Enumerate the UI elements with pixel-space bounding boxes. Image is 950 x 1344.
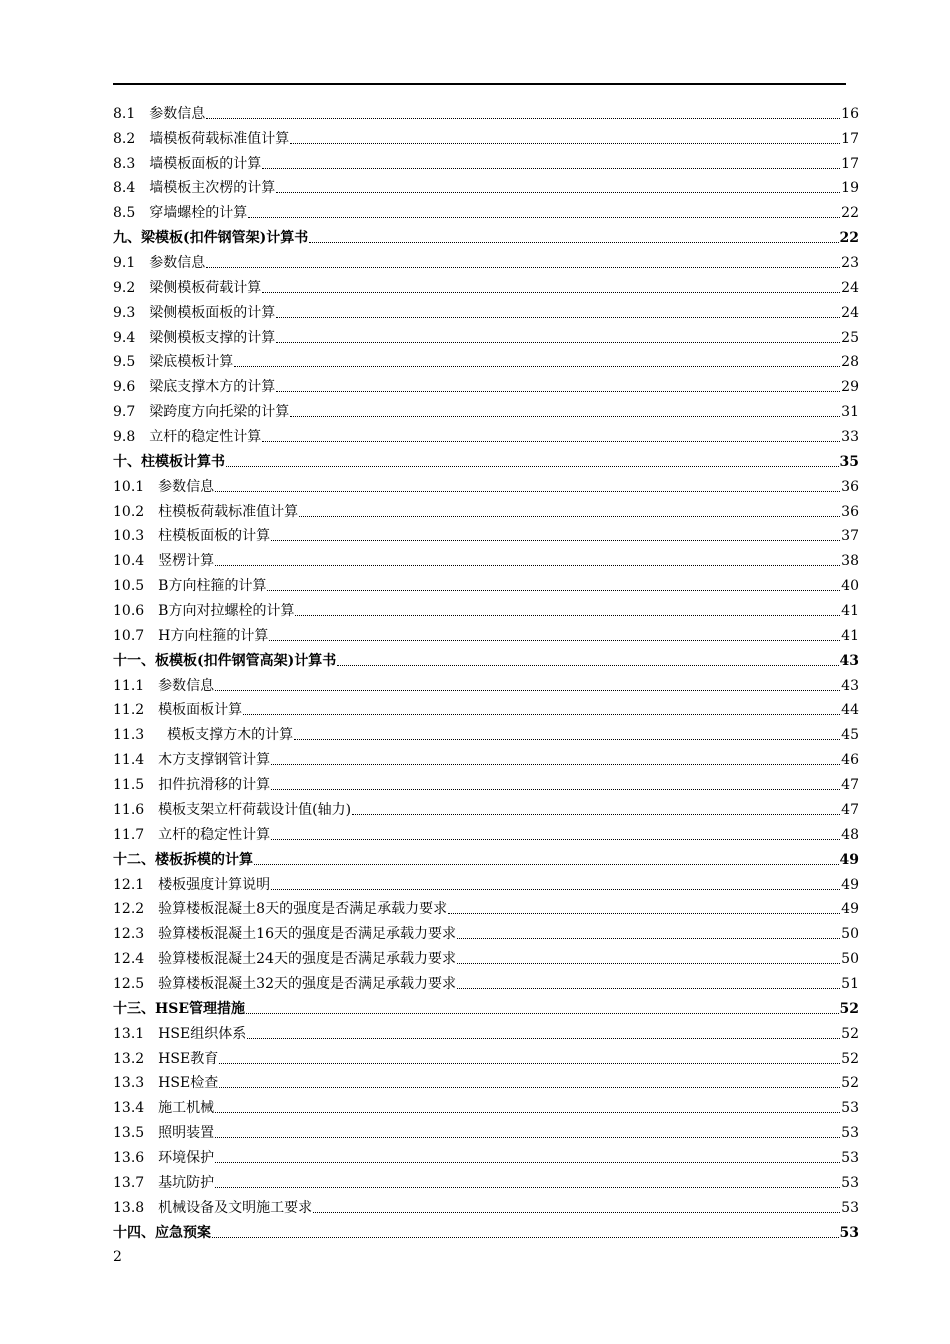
toc-section-entry[interactable] [113,98,859,123]
toc-dot-leader [276,317,840,318]
toc-entry-page: 40 [841,578,859,595]
toc-entry-title: 木方支撑钢管计算 [158,752,271,769]
toc-section-entry[interactable] [113,173,859,198]
toc-entry-title: 十二、楼板拆模的计算 [113,851,253,868]
toc-entry-page: 50 [841,951,859,968]
toc-section-entry[interactable] [113,247,859,272]
toc-entry-number: 11.5 [113,777,145,794]
toc-chapter-entry[interactable] [113,222,859,247]
toc-entry-title: 梁底支撑木方的计算 [149,379,276,396]
toc-section-entry[interactable] [113,371,859,396]
toc-section-entry[interactable] [113,123,859,148]
toc-section-entry[interactable] [113,545,859,570]
toc-entry-page: 16 [841,105,859,122]
toc-entry-title: 柱模板面板的计算 [158,528,271,545]
toc-dot-leader [337,665,838,666]
toc-entry-page: 36 [841,503,859,520]
toc-entry-title: 墙模板荷载标准值计算 [149,130,290,147]
toc-entry-number: 8.3 [113,155,136,172]
toc-entry-title: B方向对拉螺栓的计算 [158,603,295,620]
toc-entry-page: 31 [841,404,859,421]
toc-dot-leader [248,217,840,218]
toc-dot-leader [457,988,840,989]
toc-entry-page: 36 [841,478,859,495]
toc-entry-number: 9.7 [113,404,136,421]
toc-entry-title: 穿墙螺栓的计算 [149,205,248,222]
toc-chapter-entry[interactable] [113,1217,859,1242]
toc-entry-title: 模板支撑方木的计算 [158,727,294,744]
toc-entry-number: 9.8 [113,429,136,446]
toc-entry-page: 52 [841,1075,859,1092]
toc-section-entry[interactable] [113,595,859,620]
toc-dot-leader [246,1013,839,1014]
toc-entry-page: 22 [841,205,859,222]
toc-entry-title: 基坑防护 [158,1174,215,1191]
toc-entry-title: 验算楼板混凝土8天的强度是否满足承载力要求 [158,901,448,918]
toc-entry-title: 参数信息 [158,478,215,495]
toc-entry-page: 28 [841,354,859,371]
toc-entry-page: 47 [841,777,859,794]
toc-dot-leader [295,615,840,616]
toc-entry-title: 梁侧模板支撑的计算 [149,329,276,346]
toc-entry-page: 51 [841,975,859,992]
toc-dot-leader [276,391,840,392]
toc-entry-page: 45 [841,727,859,744]
toc-entry-page: 24 [841,304,859,321]
toc-entry-title: HSE教育 [158,1050,219,1067]
toc-dot-leader [457,938,840,939]
toc-entry-title: 模板支架立杆荷载设计值(轴力) [158,801,352,818]
toc-entry-number: 13.5 [113,1125,145,1142]
toc-dot-leader [215,1137,840,1138]
toc-section-entry[interactable] [113,819,859,844]
toc-dot-leader [276,342,840,343]
toc-entry-page: 38 [841,553,859,570]
toc-entry-number: 10.3 [113,528,145,545]
toc-entry-title: 十四、应急预案 [113,1224,211,1241]
toc-entry-title: 立杆的稳定性计算 [158,826,271,843]
toc-entry-title: 机械设备及文明施工要求 [158,1199,313,1216]
toc-dot-leader [243,714,840,715]
toc-section-entry[interactable] [113,1092,859,1117]
toc-entry-page: 23 [841,255,859,272]
toc-entry-page: 53 [839,1224,859,1241]
toc-entry-page: 49 [841,901,859,918]
toc-entry-title: HSE检查 [158,1075,219,1092]
toc-entry-page: 22 [839,230,859,247]
toc-entry-number: 9.4 [113,329,136,346]
toc-entry-title: 柱模板荷载标准值计算 [158,503,299,520]
toc-dot-leader [271,540,840,541]
toc-dot-leader [313,1212,840,1213]
toc-entry-number: 8.2 [113,130,136,147]
toc-chapter-entry[interactable] [113,446,859,471]
toc-entry-number: 13.8 [113,1199,145,1216]
toc-entry-title: B方向柱箍的计算 [158,578,267,595]
toc-entry-page: 29 [841,379,859,396]
toc-entry-number: 11.6 [113,801,145,818]
toc-entry-title: 楼板强度计算说明 [158,876,271,893]
toc-dot-leader [215,690,840,691]
toc-section-entry[interactable] [113,620,859,645]
toc-entry-page: 33 [841,429,859,446]
toc-dot-leader [215,1187,840,1188]
toc-entry-number: 10.4 [113,553,145,570]
toc-dot-leader [234,366,840,367]
toc-section-entry[interactable] [113,1043,859,1068]
toc-section-entry[interactable] [113,695,859,720]
toc-section-entry[interactable] [113,869,859,894]
toc-entry-page: 50 [841,926,859,943]
toc-entry-number: 9.1 [113,255,136,272]
toc-entry-page: 24 [841,279,859,296]
toc-section-entry[interactable] [113,794,859,819]
toc-dot-leader [269,640,840,641]
toc-entry-title: 验算楼板混凝土24天的强度是否满足承载力要求 [158,951,456,968]
toc-entry-page: 52 [839,1000,859,1017]
toc-entry-title: 竖楞计算 [158,553,215,570]
toc-entry-page: 43 [839,652,859,669]
toc-section-entry[interactable] [113,297,859,322]
toc-dot-leader [457,963,840,964]
toc-entry-number: 11.4 [113,752,145,769]
toc-dot-leader [352,814,840,815]
toc-entry-title: 墙模板主次楞的计算 [149,180,276,197]
toc-entry-number: 8.4 [113,180,136,197]
toc-entry-title: 十、柱模板计算书 [113,453,225,470]
toc-entry-number: 9.2 [113,279,136,296]
toc-entry-page: 46 [841,752,859,769]
toc-dot-leader [262,441,840,442]
toc-entry-number: 13.3 [113,1075,145,1092]
toc-entry-title: 验算楼板混凝土32天的强度是否满足承载力要求 [158,975,456,992]
toc-section-entry[interactable] [113,347,859,372]
toc-entry-page: 44 [841,702,859,719]
toc-dot-leader [294,739,840,740]
toc-entry-title: 照明装置 [158,1125,215,1142]
toc-entry-number: 11.1 [113,677,145,694]
toc-dot-leader [309,242,838,243]
toc-section-entry[interactable] [113,471,859,496]
toc-entry-number: 11.7 [113,826,145,843]
header-rule [113,83,846,85]
toc-dot-leader [212,1237,839,1238]
toc-entry-page: 47 [841,801,859,818]
toc-entry-number: 10.7 [113,627,145,644]
toc-entry-number: 11.3 [113,727,145,744]
toc-entry-page: 49 [839,851,859,868]
toc-entry-page: 25 [841,329,859,346]
toc-entry-number: 12.4 [113,951,145,968]
table-of-contents [113,98,859,1242]
toc-entry-title: 梁侧模板荷载计算 [149,279,262,296]
toc-entry-number: 12.3 [113,926,145,943]
toc-entry-title: 立杆的稳定性计算 [149,429,262,446]
toc-section-entry[interactable] [113,1068,859,1093]
toc-entry-page: 53 [841,1199,859,1216]
toc-dot-leader [226,466,839,467]
toc-entry-number: 12.5 [113,975,145,992]
toc-entry-number: 13.7 [113,1174,145,1191]
toc-entry-number: 12.1 [113,876,145,893]
toc-entry-title: 模板面板计算 [158,702,243,719]
toc-entry-title: 九、梁模板(扣件钢管架)计算书 [113,230,309,247]
toc-section-entry[interactable] [113,1142,859,1167]
toc-entry-number: 10.6 [113,603,145,620]
toc-entry-page: 49 [841,876,859,893]
toc-dot-leader [267,590,840,591]
toc-entry-number: 13.1 [113,1025,145,1042]
toc-entry-page: 41 [841,627,859,644]
toc-entry-title: 验算楼板混凝土16天的强度是否满足承载力要求 [158,926,456,943]
toc-section-entry[interactable] [113,670,859,695]
toc-entry-number: 10.2 [113,503,145,520]
toc-entry-title: HSE组织体系 [158,1025,247,1042]
toc-entry-title: 参数信息 [158,677,215,694]
toc-entry-title: 十一、板模板(扣件钢管高架)计算书 [113,652,337,669]
toc-dot-leader [290,143,840,144]
toc-section-entry[interactable] [113,744,859,769]
toc-entry-page: 35 [839,453,859,470]
toc-dot-leader [448,913,840,914]
toc-entry-page: 53 [841,1149,859,1166]
toc-dot-leader [271,789,840,790]
toc-section-entry[interactable] [113,148,859,173]
toc-entry-title: 十三、HSE管理措施 [113,1000,246,1017]
toc-dot-leader [215,565,840,566]
toc-entry-page: 53 [841,1100,859,1117]
toc-entry-page: 52 [841,1050,859,1067]
page-number: 2 [113,1249,122,1265]
toc-section-entry[interactable] [113,1167,859,1192]
toc-section-entry[interactable] [113,918,859,943]
toc-entry-number: 11.2 [113,702,145,719]
toc-entry-title: 梁跨度方向托梁的计算 [149,404,290,421]
toc-chapter-entry[interactable] [113,844,859,869]
toc-entry-number: 10.1 [113,478,145,495]
toc-section-entry[interactable] [113,570,859,595]
toc-entry-page: 41 [841,603,859,620]
toc-dot-leader [254,864,839,865]
toc-chapter-entry[interactable] [113,993,859,1018]
toc-section-entry[interactable] [113,1018,859,1043]
toc-dot-leader [271,839,840,840]
toc-section-entry[interactable] [113,521,859,546]
toc-section-entry[interactable] [113,943,859,968]
toc-dot-leader [262,292,840,293]
toc-section-entry[interactable] [113,197,859,222]
toc-section-entry[interactable] [113,1192,859,1217]
toc-section-entry[interactable] [113,496,859,521]
toc-dot-leader [215,1162,840,1163]
toc-entry-number: 9.3 [113,304,136,321]
toc-entry-title: 环境保护 [158,1149,215,1166]
toc-dot-leader [271,889,840,890]
toc-dot-leader [215,491,840,492]
toc-dot-leader [206,267,840,268]
toc-entry-title: 施工机械 [158,1100,215,1117]
toc-dot-leader [290,416,840,417]
toc-entry-title: 参数信息 [149,105,206,122]
toc-entry-page: 53 [841,1174,859,1191]
toc-entry-number: 10.5 [113,578,145,595]
toc-entry-number: 9.5 [113,354,136,371]
toc-entry-page: 17 [841,130,859,147]
toc-entry-title: H方向柱箍的计算 [158,627,269,644]
toc-entry-page: 43 [841,677,859,694]
toc-dot-leader [271,764,840,765]
toc-dot-leader [215,1112,840,1113]
toc-entry-title: 梁底模板计算 [149,354,234,371]
toc-section-entry[interactable] [113,719,859,744]
toc-section-entry[interactable] [113,769,859,794]
toc-entry-title: 参数信息 [149,255,206,272]
toc-entry-number: 9.6 [113,379,136,396]
toc-entry-number: 12.2 [113,901,145,918]
toc-dot-leader [299,516,840,517]
toc-chapter-entry[interactable] [113,645,859,670]
toc-dot-leader [247,1038,840,1039]
toc-section-entry[interactable] [113,1117,859,1142]
toc-entry-title: 梁侧模板面板的计算 [149,304,276,321]
toc-dot-leader [262,168,840,169]
toc-dot-leader [276,192,840,193]
toc-section-entry[interactable] [113,421,859,446]
toc-section-entry[interactable] [113,272,859,297]
toc-section-entry[interactable] [113,322,859,347]
toc-entry-page: 37 [841,528,859,545]
toc-entry-page: 53 [841,1125,859,1142]
toc-entry-page: 48 [841,826,859,843]
toc-entry-number: 8.5 [113,205,136,222]
toc-section-entry[interactable] [113,894,859,919]
toc-entry-page: 19 [841,180,859,197]
toc-entry-title: 扣件抗滑移的计算 [158,777,271,794]
toc-entry-number: 8.1 [113,105,136,122]
toc-entry-page: 52 [841,1025,859,1042]
toc-entry-page: 17 [841,155,859,172]
toc-entry-number: 13.6 [113,1149,145,1166]
toc-dot-leader [219,1087,840,1088]
toc-entry-number: 13.2 [113,1050,145,1067]
toc-entry-title: 墙模板面板的计算 [149,155,262,172]
toc-entry-number: 13.4 [113,1100,145,1117]
toc-section-entry[interactable] [113,396,859,421]
toc-dot-leader [219,1063,840,1064]
toc-section-entry[interactable] [113,968,859,993]
toc-dot-leader [206,118,840,119]
